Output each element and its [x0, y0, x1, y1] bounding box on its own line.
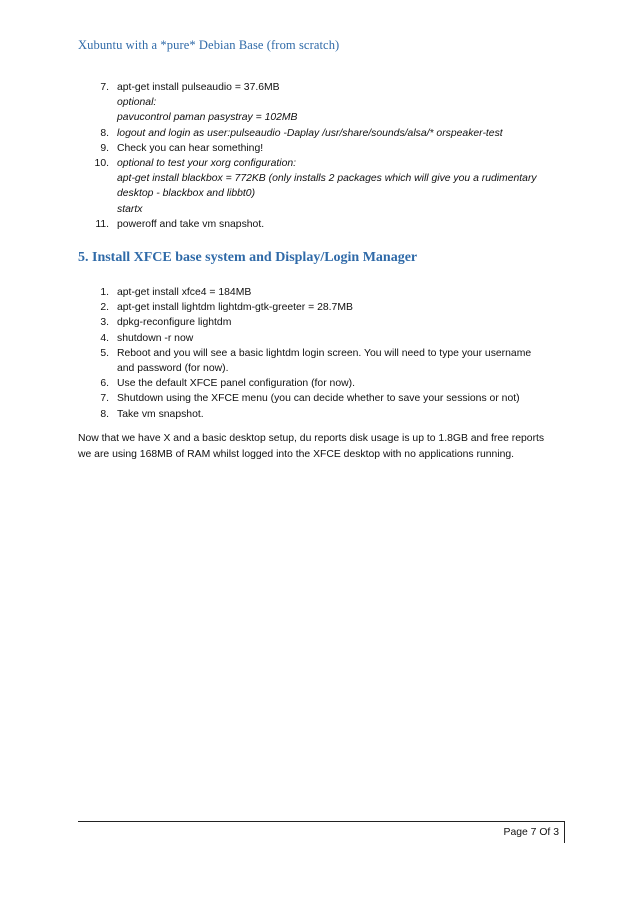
summary-line: Now that we have X and a basic desktop setup, du reports disk usage is up to 1.8GB and free reports: [78, 433, 545, 444]
list-item: [78, 315, 568, 330]
list-item-text: Use the default XFCE panel configuration (for now).: [117, 378, 355, 390]
list-item-text: optional:: [117, 97, 157, 109]
list-item-text: Reboot and you will see a basic lightdm login screen. You will need to type your username: [117, 347, 532, 359]
section-heading: 5. Install XFCE base system and Display/Login Manager: [78, 250, 418, 265]
list-item-text: startx: [117, 203, 143, 215]
list-item: [78, 285, 568, 300]
list-item-text: apt-get install lightdm lightdm-gtk-greeter = 28.7MB: [117, 302, 353, 314]
list-item-text: apt-get install xfce4 = 184MB: [117, 287, 252, 298]
list-item: [78, 331, 568, 346]
list-item-number: 1.: [100, 287, 109, 298]
list-item-number: 5.: [100, 347, 109, 359]
list-item-text: logout and login as user:pulseaudio -Daplay /usr/share/sounds/alsa/* orspeaker-test: [117, 127, 503, 139]
list-item: [78, 217, 568, 232]
list-item: [78, 156, 568, 217]
list-item: [78, 391, 568, 406]
list-item-number: 6.: [100, 378, 109, 390]
list-item-text: Check you can hear something!: [117, 142, 264, 154]
list-item-text: optional to test your xorg configuration:: [117, 158, 297, 170]
list-item-text: Shutdown using the XFCE menu (you can decide whether to save your sessions or not): [117, 393, 520, 405]
list-item-number: 7.: [100, 82, 109, 93]
list-item-number: 8.: [100, 127, 109, 139]
list-item-text: shutdown -r now: [117, 332, 194, 344]
list-item: [78, 80, 568, 126]
list-item-number: 7.: [100, 393, 109, 405]
summary-line: we are using 168MB of RAM whilst logged into the XFCE desktop with no applications running.: [78, 448, 515, 460]
list-item-number: 4.: [100, 332, 109, 344]
list-item: [78, 407, 568, 422]
page-number: Page 7 Of 3: [503, 827, 559, 838]
list-item-text: dpkg-reconfigure lightdm: [117, 317, 232, 329]
list-item-number: 9.: [100, 142, 109, 154]
list-item: [78, 141, 568, 156]
list-item-text: apt-get install pulseaudio = 37.6MB: [117, 82, 280, 93]
page-header-title: Xubuntu with a *pure* Debian Base (from scratch): [78, 38, 340, 52]
list-item-number: 10.: [94, 158, 109, 170]
list-item-text: pavucontrol paman pasystray = 102MB: [117, 112, 298, 124]
list-item: [78, 376, 568, 391]
list-item-number: 2.: [100, 302, 109, 314]
list-item-text: apt-get install blackbox = 772KB (only installs 2 packages which will give you a rudimentary: [117, 173, 537, 185]
list-item: [78, 126, 568, 141]
page-footer: [78, 821, 565, 843]
list-item: [78, 346, 568, 376]
list-item-text: and password (for now).: [117, 363, 229, 375]
list-item: [78, 300, 568, 315]
xfce-install-steps-list: [78, 285, 568, 422]
list-item-number: 8.: [100, 408, 109, 420]
summary-paragraph: [78, 431, 568, 462]
list-item-number: 11.: [95, 218, 109, 230]
list-item-text: Take vm snapshot.: [117, 408, 204, 420]
list-item-text: desktop - blackbox and libbt0): [117, 188, 256, 200]
list-item-number: 3.: [100, 317, 109, 329]
install-steps-list-continued: [78, 80, 568, 232]
list-item-text: poweroff and take vm snapshot.: [117, 218, 265, 230]
